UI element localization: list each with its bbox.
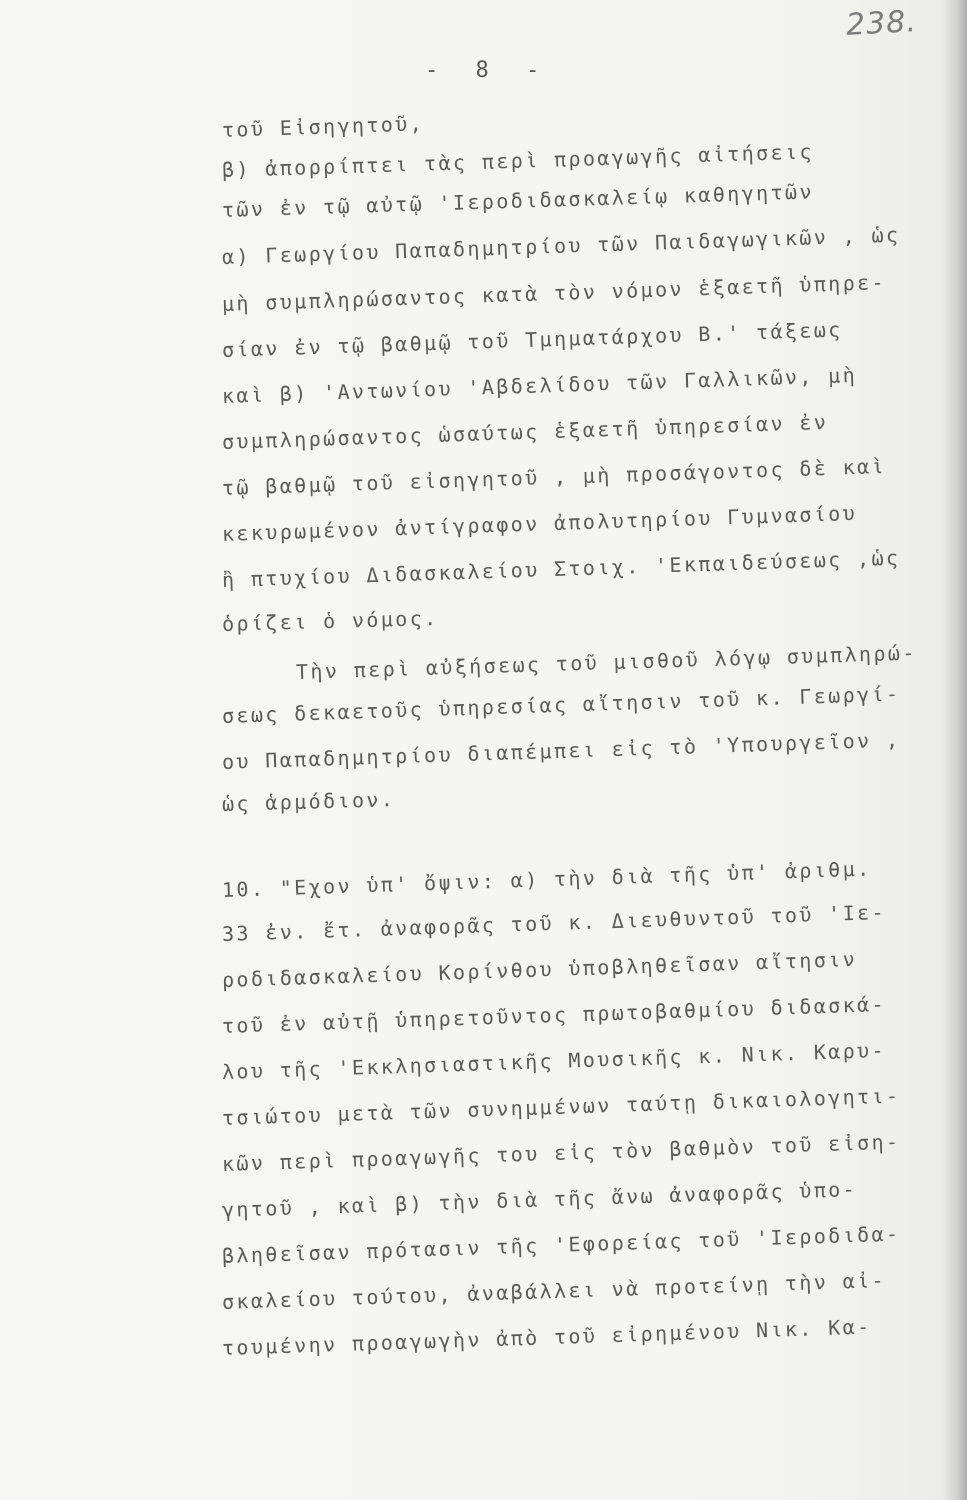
page-number: - 8 - (425, 58, 552, 83)
text-line: ὡς ἁρμόδιον. (221, 787, 396, 816)
text-line: κεκυρωμένον ἀντίγραφον ἀπολυτηρίου Γυμνασίου (221, 500, 858, 546)
text-line: Τὴν περὶ αὐξήσεως τοῦ μισθοῦ λόγῳ συμπληρώ- (295, 640, 918, 684)
text-line: βληθεῖσαν πρότασιν τῆς 'Εφορείας τοῦ 'Ιεροδιδα- (221, 1221, 901, 1268)
archive-number-annotation: 238. (845, 4, 918, 43)
text-line: τσιώτου μετὰ τῶν συνημμένων ταύτῃ δικαιολογητι- (221, 1083, 901, 1130)
text-line: μὴ συμπληρώσαντος κατὰ τὸν νόμον ἑξαετῆ ὑπηρε- (221, 269, 887, 316)
text-line: α) Γεωργίου Παπαδημητρίου τῶν Παιδαγωγικῶν , ὡς (221, 222, 901, 269)
text-line: τουμένην προαγωγὴν ἀπὸ τοῦ εἰρημένου Νικ. Κα- (221, 1314, 872, 1360)
text-line: σίαν ἐν τῷ βαθμῷ τοῦ Τμηματάρχου Β.' τάξεως (221, 317, 844, 362)
text-line: β) ἀπορρίπτει τὰς περὶ προαγωγῆς αἰτήσεις (221, 139, 815, 182)
text-line: 33 ἐν. ἔτ. ἀναφορᾶς τοῦ κ. Διευθυντοῦ τοῦ 'Ιε- (221, 899, 887, 946)
text-line: τοῦ Εἰσηγητοῦ, (221, 111, 425, 142)
text-line: κῶν περὶ προαγωγῆς του εἰς τὸν βαθμὸν τοῦ εἰση- (221, 1129, 901, 1176)
text-line: τοῦ ἐν αὐτῇ ὑπηρετοῦντος πρωτοβαθμίου διδασκά- (221, 991, 887, 1038)
text-line: καὶ β) 'Αντωνίου 'Αβδελίδου τῶν Γαλλικῶν, μὴ (221, 362, 858, 408)
text-line: τῷ βαθμῷ τοῦ εἰσηγητοῦ , μὴ προσάγοντος δὲ καὶ (221, 453, 887, 500)
page-edge-shadow (941, 0, 967, 1500)
text-line: τῶν ἐν τῷ αὐτῷ 'Ιεροδιδασκαλείῳ καθηγητῶν (221, 179, 815, 222)
text-line: γητοῦ , καὶ β) τὴν διὰ τῆς ἄνω ἀναφορᾶς ὑπο- (221, 1176, 858, 1222)
text-line: ου Παπαδημητρίου διαπέμπει εἰς τὸ 'Υπουργεῖον , (221, 727, 901, 774)
text-line: σεως δεκαετοῦς ὑπηρεσίας αἴτησιν τοῦ κ. Γεωργί- (221, 681, 901, 728)
text-line: συμπληρώσαντος ὡσαύτως ἑξαετῆ ὑπηρεσίαν ἐν (221, 409, 829, 454)
text-line: σκαλείου τούτου, ἀναβάλλει νὰ προτείνῃ τὴν αἰ- (221, 1267, 887, 1314)
text-line: 10. "Εχον ὑπ' ὄψιν: α) τὴν διὰ τῆς ὑπ' ἀριθμ. (221, 856, 872, 902)
text-line: λου τῆς 'Εκκλησιαστικῆς Μουσικῆς κ. Νικ. Καρυ- (221, 1037, 887, 1084)
text-line: ὁρίζει ὁ νόμος. (221, 605, 439, 636)
text-line: ἢ πτυχίου Διδασκαλείου Στοιχ. 'Εκπαιδεύσεως ,ὡς (221, 545, 901, 592)
text-line: ροδιδασκαλείου Κορίνθου ὑποβληθεῖσαν αἴτησιν (221, 946, 858, 992)
